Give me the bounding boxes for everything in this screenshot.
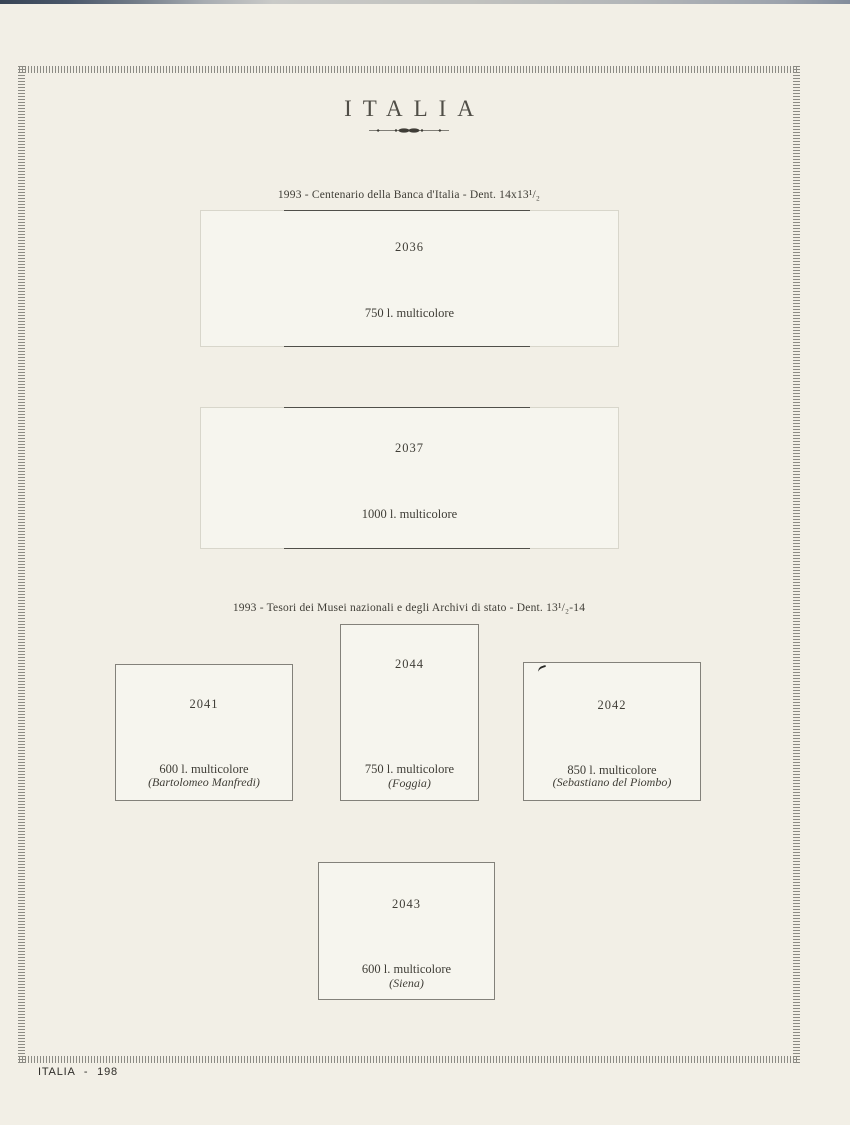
- stamp-box-2043: [318, 862, 495, 1000]
- stamp-number: 2041: [189, 697, 219, 711]
- page-title: ITALIA: [344, 96, 485, 121]
- stamp-value: 1000 l. multicolore: [361, 507, 458, 521]
- stamp-box-2044: [340, 624, 479, 801]
- stamp-number: 2042: [597, 698, 627, 712]
- stamp-value: 600 l. multicolore: [159, 762, 249, 776]
- section-heading-banca-italia: 1993 - Centenario della Banca d'Italia - Dent. 14x13¹/₂: [277, 189, 541, 201]
- section-heading-tesori-musei: 1993 - Tesori dei Musei nazionali e degli Archivi di stato - Dent. 13¹/₂-14: [232, 602, 586, 614]
- page-number-label: ITALIA - 198: [38, 1066, 118, 1078]
- box-top-rule: [284, 210, 530, 211]
- border-band-bottom: [19, 1056, 799, 1063]
- stamp-note: (Foggia): [388, 776, 431, 790]
- stamp-number: 2037: [395, 441, 424, 455]
- stamp-number: 2043: [392, 897, 421, 911]
- stamp-value: 600 l. multicolore: [361, 962, 452, 976]
- border-band-top: [19, 66, 799, 73]
- stamp-value: 850 l. multicolore: [567, 763, 657, 777]
- box-bottom-rule: [284, 346, 530, 347]
- stamp-value: 750 l. multicolore: [364, 762, 455, 776]
- stamp-number: 2036: [395, 240, 424, 254]
- stamp-box-2037: [200, 407, 619, 549]
- stamp-note: (Bartolomeo Manfredi): [148, 775, 260, 789]
- box-top-rule: [284, 407, 530, 408]
- title-ornament-row: [19, 126, 799, 135]
- box-bottom-rule: [284, 548, 530, 549]
- scan-edge-artifact: [0, 0, 850, 4]
- stamp-number: 2044: [395, 657, 424, 671]
- stamp-box-2036: [200, 210, 619, 347]
- stamp-note: (Siena): [389, 976, 424, 990]
- stamp-box-2041: [115, 664, 293, 801]
- title-ornament-icon: [368, 126, 450, 135]
- border-band-right: [793, 66, 800, 1063]
- stamp-box-2042: [523, 662, 701, 801]
- border-band-left: [18, 66, 25, 1063]
- pen-mark-artifact: [537, 665, 548, 676]
- stamp-note: (Sebastiano del Piombo): [552, 775, 672, 789]
- stamp-value: 750 l. multicolore: [364, 306, 455, 320]
